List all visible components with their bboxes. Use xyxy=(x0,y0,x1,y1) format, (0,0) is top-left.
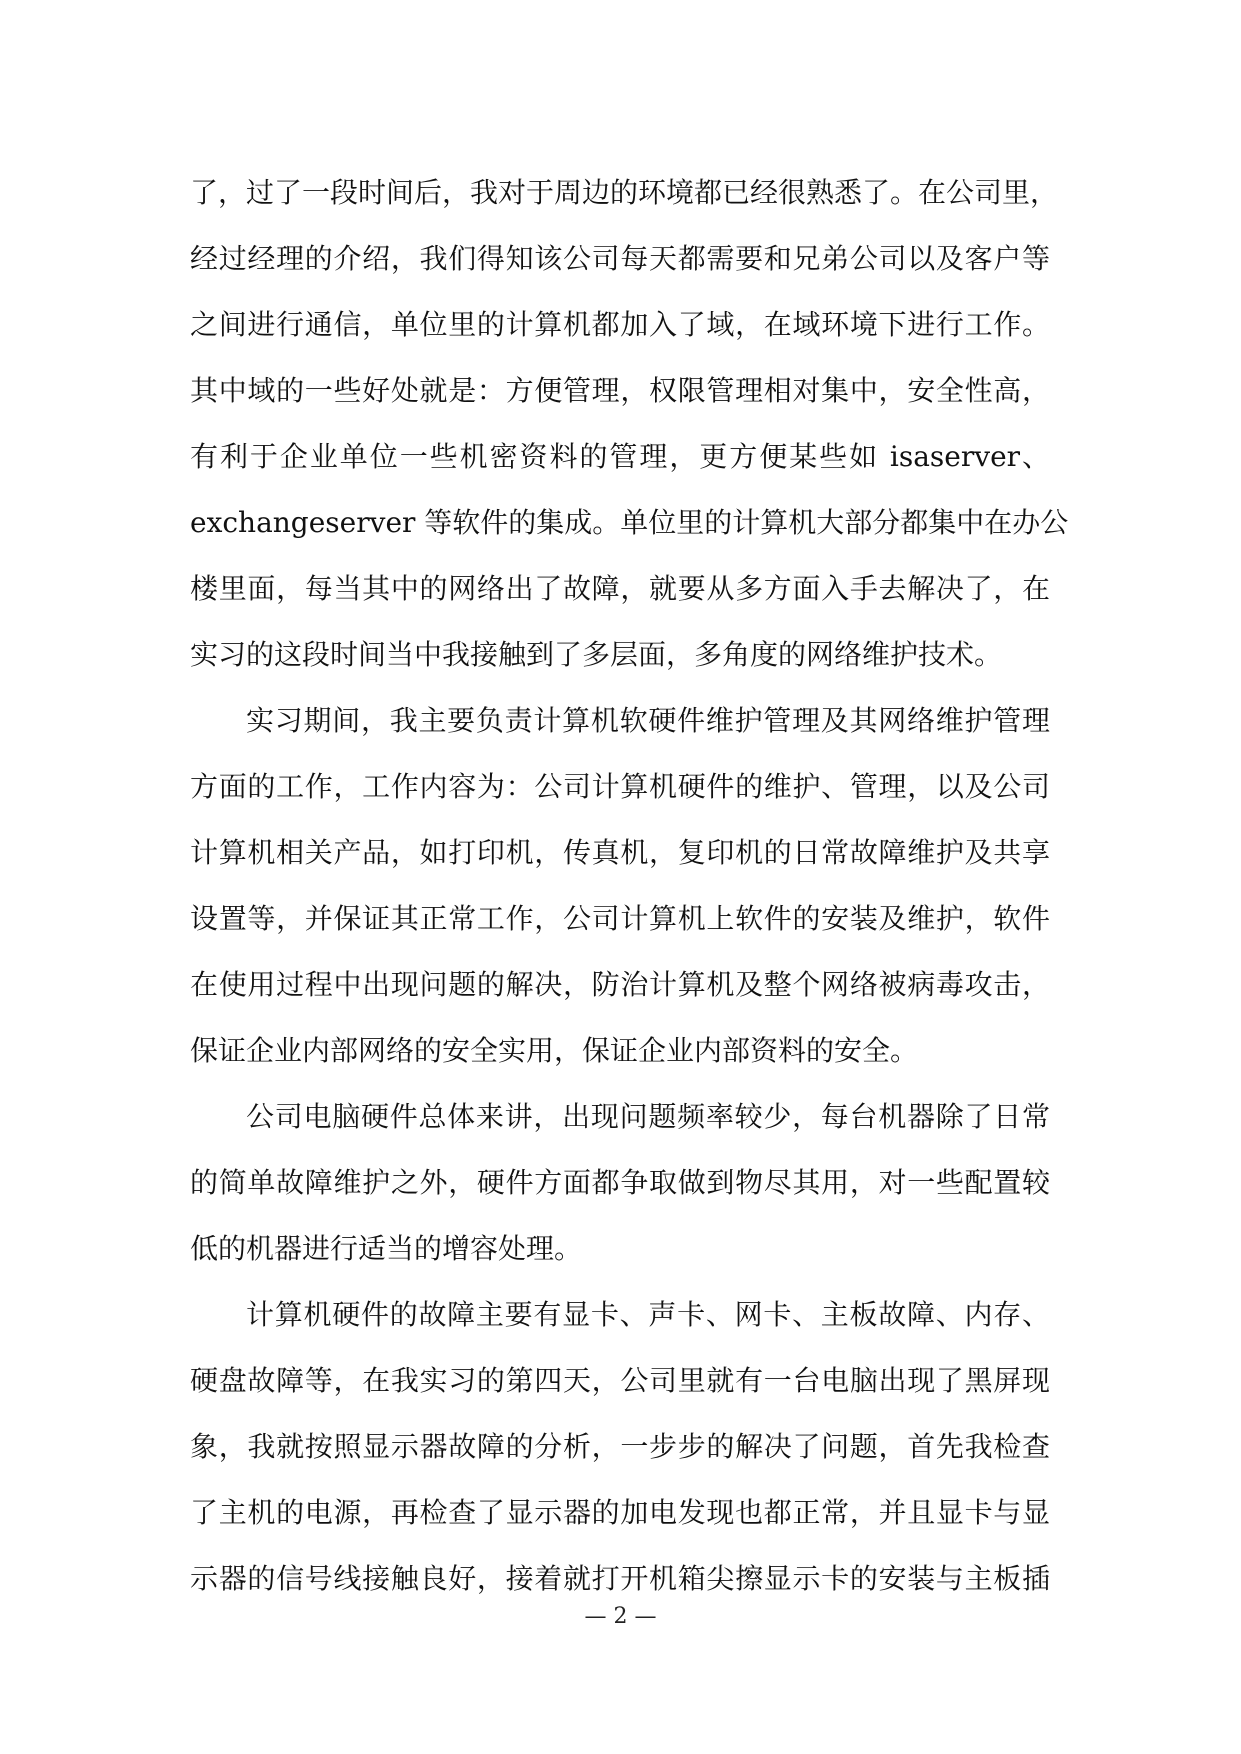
paragraph-line: exchangeserver 等软件的集成。单位里的计算机大部分都集中在办公 xyxy=(190,506,1069,539)
paragraph-line: 楼里面，每当其中的网络出了故障，就要从多方面入手去解决了，在 xyxy=(190,572,1050,605)
paragraph-line: 保证企业内部网络的安全实用，保证企业内部资料的安全。 xyxy=(190,1034,919,1067)
paragraph-line: 经过经理的介绍，我们得知该公司每天都需要和兄弟公司以及客户等 xyxy=(190,242,1050,275)
paragraph-line: 在使用过程中出现问题的解决，防治计算机及整个网络被病毒攻击， xyxy=(190,968,1050,1001)
paragraph-3 xyxy=(190,1084,1050,1282)
page-number: — 2 — xyxy=(584,1604,657,1629)
paragraph-line: 低的机器进行适当的增容处理。 xyxy=(190,1232,583,1265)
paragraph-line: 设置等，并保证其正常工作，公司计算机上软件的安装及维护，软件 xyxy=(190,902,1050,935)
paragraph-line: 象，我就按照显示器故障的分析，一步步的解决了问题，首先我检查 xyxy=(190,1430,1050,1463)
paragraph-line: 其中域的一些好处就是：方便管理，权限管理相对集中，安全性高， xyxy=(190,374,1050,407)
paragraph-line: 示器的信号线接触良好，接着就打开机箱尖擦显示卡的安装与主板插 xyxy=(190,1562,1050,1595)
paragraph-line: 公司电脑硬件总体来讲，出现问题频率较少，每台机器除了日常 xyxy=(246,1100,1050,1133)
paragraph-line: 实习期间，我主要负责计算机软硬件维护管理及其网络维护管理 xyxy=(246,704,1050,737)
paragraph-line: 了，过了一段时间后，我对于周边的环境都已经很熟悉了。在公司里， xyxy=(190,176,1059,209)
paragraph-1 xyxy=(190,160,1069,688)
paragraph-line: 计算机硬件的故障主要有显卡、声卡、网卡、主板故障、内存、 xyxy=(246,1298,1050,1331)
paragraph-line: 了主机的电源，再检查了显示器的加电发现也都正常，并且显卡与显 xyxy=(190,1496,1050,1529)
paragraph-4 xyxy=(190,1282,1050,1612)
paragraph-line: 计算机相关产品，如打印机，传真机，复印机的日常故障维护及共享 xyxy=(190,836,1050,869)
paragraph-2 xyxy=(190,688,1050,1084)
paragraph-line: 之间进行通信，单位里的计算机都加入了域，在域环境下进行工作。 xyxy=(190,308,1050,341)
paragraph-line: 方面的工作，工作内容为：公司计算机硬件的维护、管理，以及公司 xyxy=(190,770,1050,803)
paragraph-line: 有利于企业单位一些机密资料的管理，更方便某些如 isaserver、 xyxy=(190,440,1050,473)
paragraph-line: 硬盘故障等，在我实习的第四天，公司里就有一台电脑出现了黑屏现 xyxy=(190,1364,1050,1397)
paragraph-line: 的简单故障维护之外，硬件方面都争取做到物尽其用，对一些配置较 xyxy=(190,1166,1050,1199)
paragraph-line: 实习的这段时间当中我接触到了多层面，多角度的网络维护技术。 xyxy=(190,638,1003,671)
body-text xyxy=(190,160,1069,1612)
